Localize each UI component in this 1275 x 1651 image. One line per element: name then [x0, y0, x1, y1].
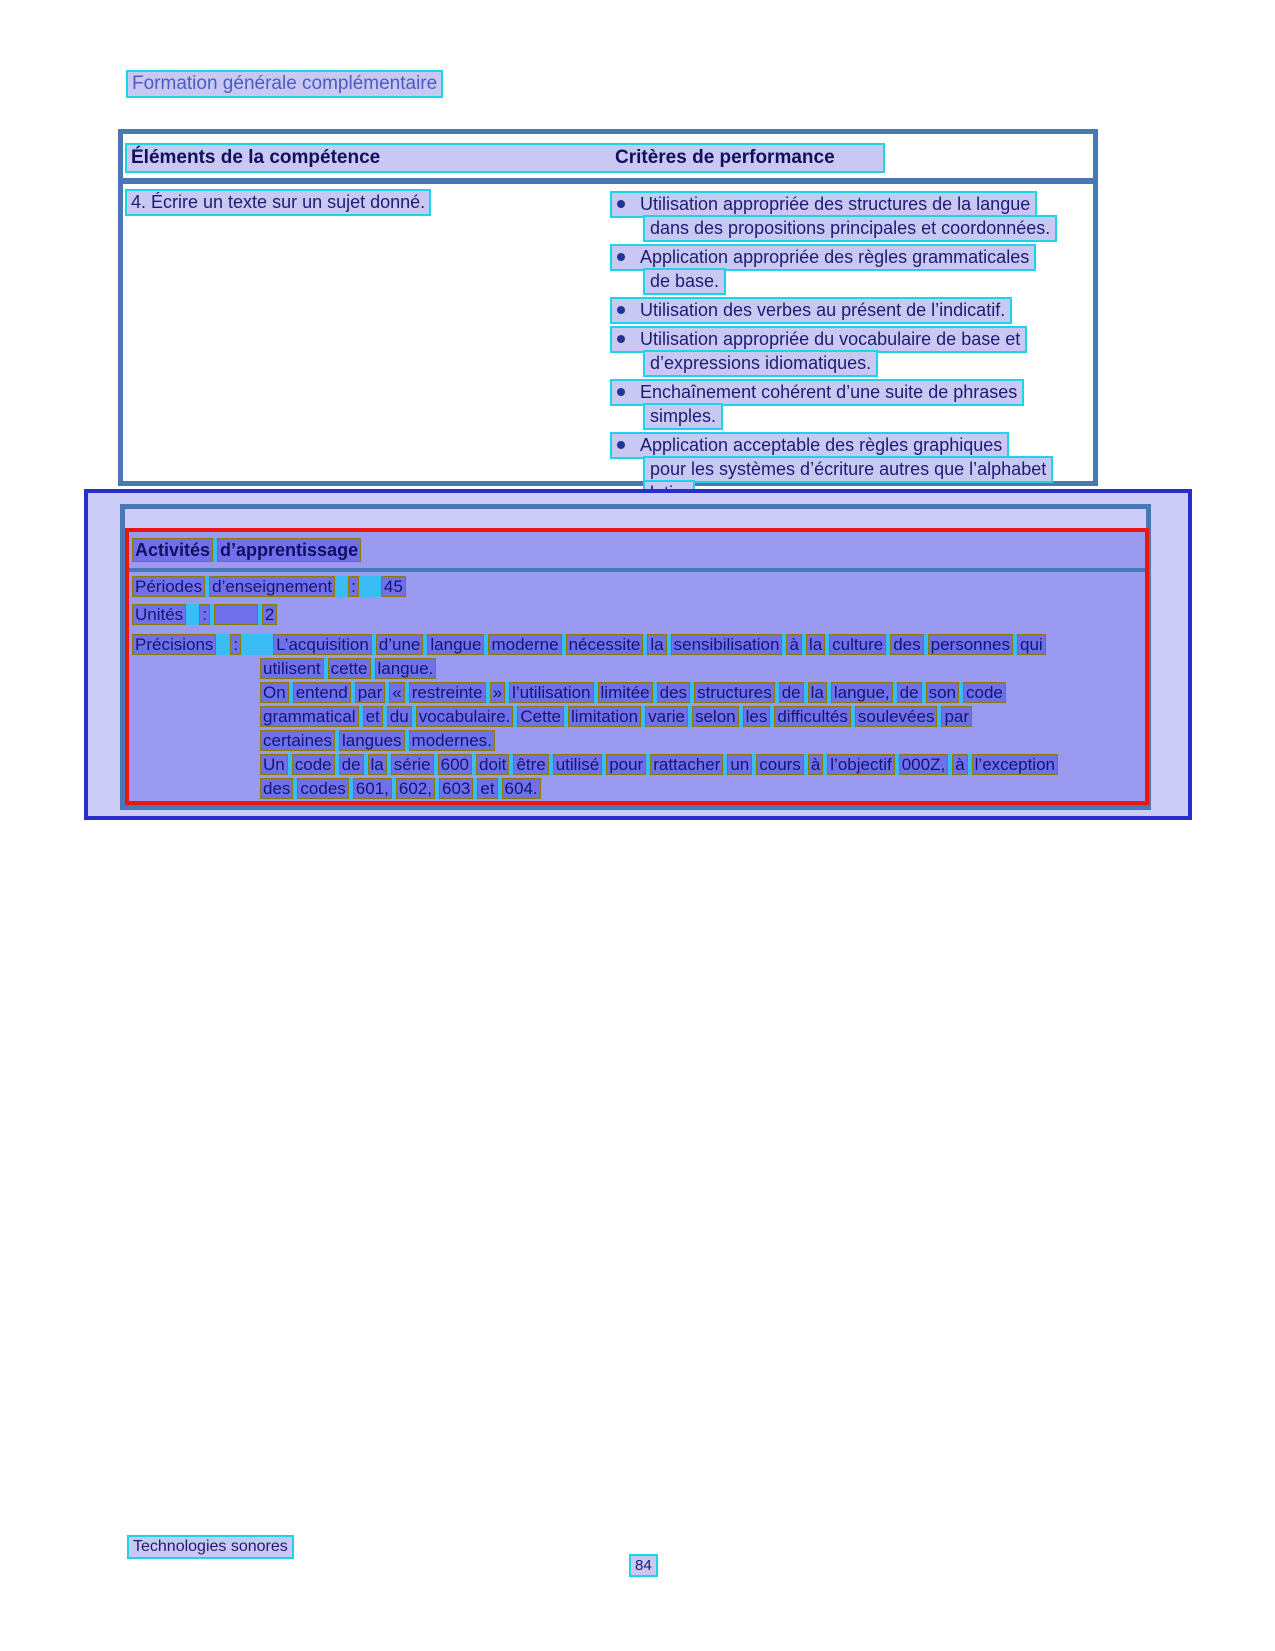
- word-box: des: [890, 634, 923, 655]
- word-box: la: [808, 682, 827, 703]
- word-box: être: [513, 754, 548, 775]
- word-box: à: [786, 634, 801, 655]
- page-number-text: 84: [635, 1557, 652, 1574]
- word-box: limitation: [568, 706, 641, 727]
- word-box: de: [339, 754, 364, 775]
- bullet-icon: [617, 441, 625, 449]
- word-box: restreinte: [409, 682, 486, 703]
- activities-title-divider: [129, 568, 1145, 572]
- word-box: soulevées: [855, 706, 938, 727]
- ocr-line-highlight: d’expressions idiomatiques.: [643, 350, 878, 377]
- header-divider: [123, 178, 1093, 184]
- word-box: d’apprentissage: [217, 538, 361, 562]
- ocr-line-highlight: Application appropriée des règles grammaticales: [610, 244, 1036, 271]
- ocr-line-highlight: Enchaînement cohérent d’une suite de phrases: [610, 379, 1024, 406]
- precisions-block: [132, 634, 1058, 802]
- footer-title-text: Technologies sonores: [133, 1538, 288, 1555]
- word-box: à: [808, 754, 823, 775]
- word-box: Unités: [132, 604, 186, 625]
- precisions-line: [260, 706, 972, 727]
- word-box: 602,: [396, 778, 435, 799]
- criterion-item: [610, 326, 1095, 374]
- word-box: culture: [829, 634, 886, 655]
- word-box: la: [806, 634, 825, 655]
- word-box: 000Z,: [899, 754, 948, 775]
- criteria-list: [610, 191, 1095, 509]
- bullet-icon: [617, 388, 625, 396]
- word-box: varie: [645, 706, 688, 727]
- criterion-line: [610, 191, 1095, 215]
- element-cell: [125, 189, 431, 216]
- ocr-line-highlight: pour les systèmes d’écriture autres que l’alphabet: [643, 456, 1053, 483]
- word-box: sensibilisation: [671, 634, 783, 655]
- footer-title: [127, 1535, 294, 1559]
- word-box: cours: [756, 754, 804, 775]
- word-box: code: [292, 754, 335, 775]
- precisions-line: [260, 730, 495, 751]
- word-box: rattacher: [650, 754, 723, 775]
- ocr-line-highlight: dans des propositions principales et coordonnées.: [643, 215, 1057, 242]
- word-box: et: [363, 706, 383, 727]
- precisions-line: [260, 658, 436, 679]
- criterion-item: [610, 379, 1095, 427]
- word-box: Précisions: [132, 634, 216, 655]
- ocr-line-highlight: Application acceptable des règles graphiques: [610, 432, 1009, 459]
- word-box: On: [260, 682, 289, 703]
- criterion-line: [643, 456, 1095, 480]
- word-box: langue,: [831, 682, 893, 703]
- word-box: des: [657, 682, 690, 703]
- word-box: moderne: [488, 634, 561, 655]
- word-box: utilisent: [260, 658, 324, 679]
- detection-red-box: [125, 528, 1149, 805]
- word-box: Un: [260, 754, 288, 775]
- word-box: utilisé: [553, 754, 602, 775]
- criterion-line: [610, 244, 1095, 268]
- word-box: l’exception: [972, 754, 1058, 775]
- word-box: qui: [1017, 634, 1046, 655]
- word-box: grammatical: [260, 706, 359, 727]
- word-box: 604.: [502, 778, 541, 799]
- word-box: et: [477, 778, 497, 799]
- col-header-criteres: Critères de performance: [615, 147, 835, 168]
- space-box: [190, 604, 195, 625]
- page-title-text: Formation générale complémentaire: [132, 73, 438, 94]
- competence-table: [118, 129, 1098, 486]
- word-box: difficultés: [774, 706, 851, 727]
- criterion-line: [643, 403, 1095, 427]
- word-box: par: [941, 706, 972, 727]
- word-box: l’utilisation: [509, 682, 593, 703]
- criterion-line: [610, 326, 1095, 350]
- word-box: l’objectif: [827, 754, 894, 775]
- word-box: la: [647, 634, 666, 655]
- bullet-icon: [617, 253, 625, 261]
- space-box: [245, 634, 269, 655]
- word-box: 601,: [353, 778, 392, 799]
- space-box: [220, 634, 226, 655]
- word-box: vocabulaire.: [416, 706, 514, 727]
- ocr-line-highlight: 4. Écrire un texte sur un sujet donné.: [125, 189, 431, 216]
- word-box: L’acquisition: [273, 634, 372, 655]
- word-box: du: [387, 706, 412, 727]
- periodes-row: [132, 576, 406, 597]
- bullet-icon: [617, 306, 625, 314]
- ocr-line-highlight: Utilisation appropriée du vocabulaire de base et: [610, 326, 1027, 353]
- word-box: «: [389, 682, 404, 703]
- criterion-line: [643, 350, 1095, 374]
- criterion-line: [643, 215, 1095, 239]
- criterion-item: [610, 244, 1095, 292]
- page-number: [629, 1554, 658, 1577]
- criterion-line: [610, 432, 1095, 456]
- word-box: un: [727, 754, 752, 775]
- word-box: Périodes: [132, 576, 205, 597]
- word-box: entend: [293, 682, 351, 703]
- word-box: structures: [694, 682, 775, 703]
- ocr-line-highlight: Utilisation des verbes au présent de l’indicatif.: [610, 297, 1012, 324]
- word-box: série: [391, 754, 434, 775]
- word-box: certaines: [260, 730, 335, 751]
- activities-title: [132, 538, 361, 562]
- word-box: de: [897, 682, 922, 703]
- table-header-row: [125, 143, 885, 173]
- word-box: la: [368, 754, 387, 775]
- criterion-item: [610, 297, 1095, 321]
- word-box: son: [926, 682, 959, 703]
- space-box: [363, 576, 377, 597]
- ocr-line-highlight: de base.: [643, 268, 726, 295]
- criterion-line: [610, 297, 1095, 321]
- word-box: d’une: [376, 634, 424, 655]
- word-box: langue: [427, 634, 484, 655]
- page-title: [126, 70, 443, 98]
- word-box: :: [199, 604, 210, 625]
- word-box: à: [952, 754, 967, 775]
- unites-row: [132, 604, 277, 625]
- word-box: d’enseignement: [209, 576, 335, 597]
- ocr-line-highlight: Utilisation appropriée des structures de la langue: [610, 191, 1037, 218]
- precisions-line: [260, 754, 1058, 775]
- word-box: par: [355, 682, 386, 703]
- word-box: modernes.: [409, 730, 495, 751]
- space-box: [339, 576, 344, 597]
- bullet-icon: [617, 335, 625, 343]
- word-box: de: [779, 682, 804, 703]
- word-box: pour: [606, 754, 646, 775]
- word-box: codes: [297, 778, 348, 799]
- word-box: langue.: [375, 658, 437, 679]
- word-box: des: [260, 778, 293, 799]
- criterion-line: [643, 268, 1095, 292]
- word-box: 600: [438, 754, 472, 775]
- word-box: »: [490, 682, 505, 703]
- word-box: limitée: [598, 682, 653, 703]
- word-box: 45: [381, 576, 406, 597]
- precisions-line: [132, 634, 1046, 655]
- word-box: doit: [476, 754, 509, 775]
- precisions-line: [260, 778, 541, 799]
- word-box: les: [743, 706, 771, 727]
- criterion-line: [610, 379, 1095, 403]
- word-box: 2: [262, 604, 277, 625]
- word-box: nécessite: [566, 634, 644, 655]
- word-box: cette: [328, 658, 371, 679]
- blank-word-box: [214, 604, 258, 625]
- precisions-line: [260, 682, 1006, 703]
- word-box: selon: [692, 706, 739, 727]
- word-box: personnes: [928, 634, 1013, 655]
- word-box: 603: [439, 778, 473, 799]
- ocr-line-highlight: simples.: [643, 403, 723, 430]
- bullet-icon: [617, 200, 625, 208]
- col-header-elements: Éléments de la compétence: [131, 147, 381, 168]
- word-box: langues: [339, 730, 405, 751]
- word-box: Cette: [517, 706, 564, 727]
- word-box: :: [230, 634, 241, 655]
- word-box: Activités: [132, 538, 213, 562]
- word-box: code: [963, 682, 1006, 703]
- word-box: :: [348, 576, 359, 597]
- criterion-item: [610, 191, 1095, 239]
